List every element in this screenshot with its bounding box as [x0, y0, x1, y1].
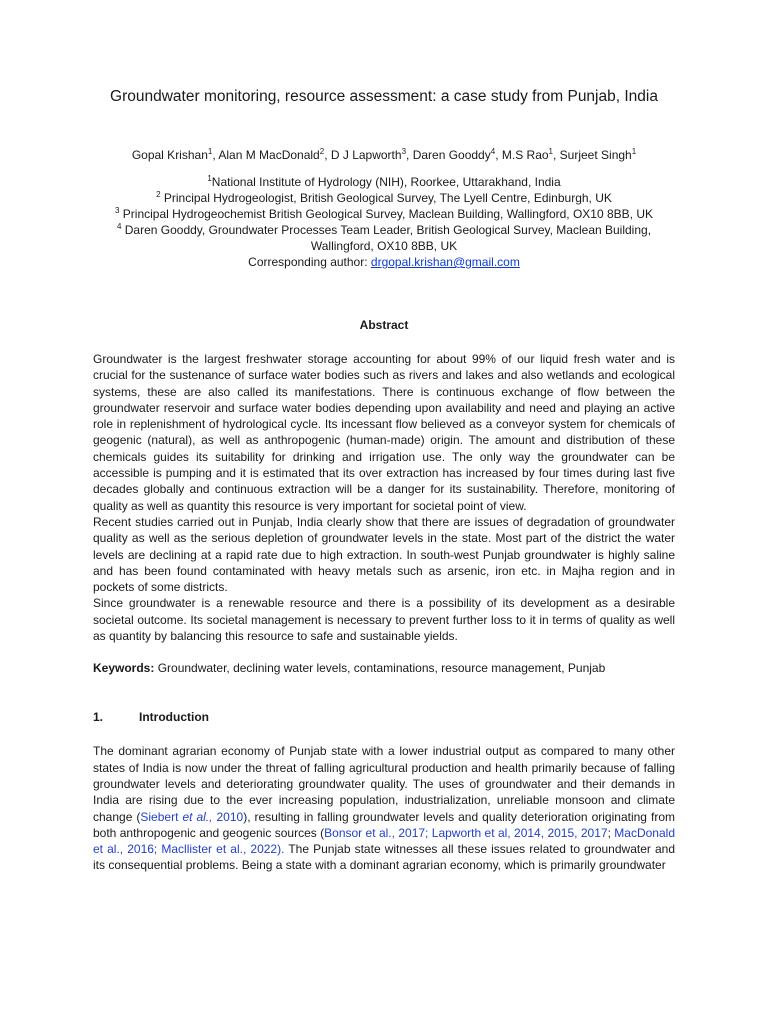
author: D J Lapworth$^3$ — [330, 147, 407, 162]
abstract-heading: Abstract — [359, 318, 409, 332]
intro-paragraph: The dominant agrarian economy of Punjab state with a lower industrial output as compared to many other states of India is now under the threat of falling agricultural production and health primarily because of falling groundwater levels and deteriorating groundwater quality. The uses of groundwater and their demands in India are rising due to the ever increasing population, industrialization, unreliable monsoon and climate change (Siebert et al., 2010), resulting in falling groundwater levels and quality deterioration originating from both anthropogenic and geogenic sources (Bonsor et al., 2017; Lapworth et al, 2014, 2015, 2017; MacDonald et al., 2016; Macllister et al., 2022). The Punjab state witnesses all these issues related to groundwater and its consequential problems. Being a state with a dominant agrarian economy, which is primarily groundwater — [93, 744, 675, 873]
section-title: Introduction — [139, 710, 209, 725]
author: Alan M MacDonald$^2$ — [218, 147, 325, 162]
affiliation-list — [93, 174, 675, 270]
keywords-label: Keywords: — [93, 661, 155, 676]
affiliation: $^3$ Principal Hydrogeochemist British Geological Survey, Maclean Building, Wallingford, OX10 8BB, UK — [114, 206, 654, 221]
citation-link[interactable]: MacDonald et al., 2016; Macllister et al., 2022). — [93, 825, 675, 857]
author: M.S Rao$^1$ — [501, 147, 553, 162]
affiliation: $^4$ Daren Gooddy, Groundwater Processes Team Leader, British Geological Survey, Maclean Building, Wallingford, OX10 8BB, UK — [116, 222, 652, 253]
abstract-paragraph: Recent studies carried out in Punjab, India clearly show that there are issues of degradation of groundwater quality as well as the serious depletion of groundwater levels in the state. Most part of the district the water levels are declining at a rapid rate due to high extraction. In south-west Punjab groundwater is highly saline and has been found contaminated with heavy metals such as arsenic, iron etc. in Majha region and in pockets of some districts. — [93, 514, 675, 595]
author-list: Gopal Krishan$^1$, Alan M MacDonald$^2$, D J Lapworth$^3$, Daren Gooddy$^4$, M.S Rao$^1$, Surjeet Singh$^1$ — [131, 147, 637, 162]
author: Gopal Krishan$^1$ — [131, 147, 213, 162]
abstract-body — [93, 351, 675, 644]
section-number: 1. — [93, 710, 104, 725]
section-heading — [93, 709, 675, 725]
author: Surjeet Singh$^1$ — [559, 147, 637, 162]
corresponding-author: Corresponding author: drgopal.krishan@gmail.com — [248, 255, 520, 269]
paper-body — [93, 86, 675, 874]
keywords — [93, 660, 675, 676]
author: Daren Gooddy$^4$ — [412, 147, 496, 162]
abstract-paragraph: Groundwater is the largest freshwater storage accounting for about 99% of our liquid fresh water and is crucial for the sustenance of surface water bodies such as rivers and lakes and also wetlands and ecological systems, these are also called its manifestations. There is continuous exchange of flow between the groundwater reservoir and surface water bodies depending upon availability and need and playing an active role in replenishment of hydrological cycle. Its incessant flow believed as a conveyor system for chemicals of geogenic (natural), as well as anthropogenic (human-made) origin. The amount and distribution of these chemicals guides its suitability for drinking and irrigation use. The only way the groundwater can be accessible is pumping and it is estimated that its over extraction has increased by four times during last five decades globally and continuous extraction will be a danger for its sustainability. Therefore, monitoring of quality as well as quantity this resource is very important for societal point of view. — [93, 352, 675, 513]
paper-title: Groundwater monitoring, resource assessment: a case study from Punjab, India — [110, 88, 658, 105]
affiliation: $^2$ Principal Hydrogeologist, British Geological Survey, The Lyell Centre, Edinburgh, UK — [156, 190, 612, 205]
email-link[interactable]: drgopal.krishan@gmail.com — [370, 255, 520, 269]
keywords-text: Groundwater, declining water levels, contaminations, resource management, Punjab — [154, 661, 606, 676]
citation-link[interactable]: Siebert et al., 2010 — [140, 809, 244, 824]
affiliation: $^1$National Institute of Hydrology (NIH), Roorkee, Uttarakhand, India — [207, 174, 561, 189]
abstract-paragraph: Since groundwater is a renewable resource and there is a possibility of its development as a desirable societal outcome. Its societal management is necessary to prevent further loss to it in terms of quality as well as quantity by balancing this resource to safe and sustainable yields. — [93, 596, 675, 644]
citation-link[interactable]: Bonsor et al., 2017; Lapworth et al, 2014, 2015, 2017 — [324, 825, 608, 840]
